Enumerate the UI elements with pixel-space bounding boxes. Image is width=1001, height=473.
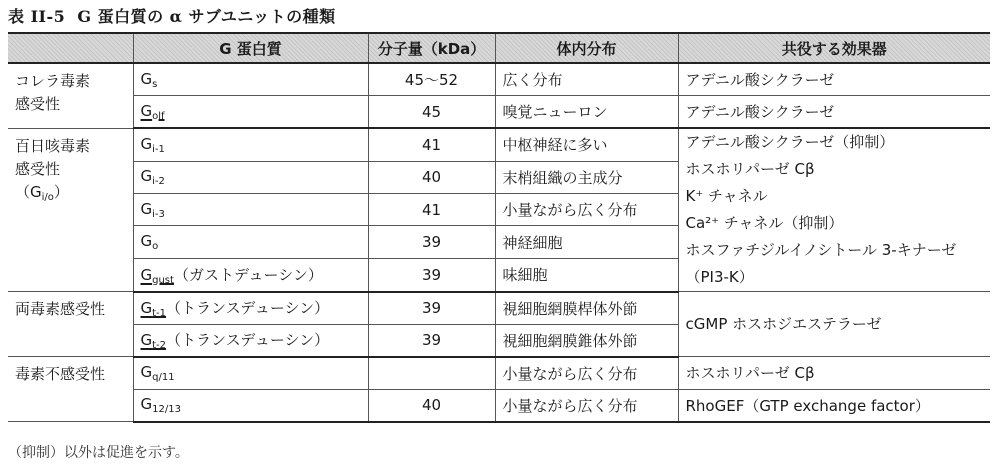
table-row (8, 96, 990, 129)
molecular-weight: 45〜52 (368, 63, 495, 96)
distribution: 視細胞網膜錐体外節 (495, 324, 678, 357)
table-caption: G 蛋白質の α サブユニットの種類 (77, 7, 336, 26)
distribution: 視細胞網膜桿体外節 (495, 292, 678, 325)
molecular-weight: 39 (368, 324, 495, 357)
effector-list-both-toxins: cGMP ホスホジエステラーゼ (678, 292, 990, 357)
table-row (8, 389, 990, 422)
effector: アデニル酸シクラーゼ (678, 63, 990, 96)
group-label-insensitive: 毒素不感受性 (8, 357, 133, 422)
molecular-weight: 39 (368, 226, 495, 258)
header-distribution: 体内分布 (495, 33, 678, 63)
header-row (8, 33, 990, 63)
g-protein-name: $G_{i-1}$ (133, 128, 368, 161)
molecular-weight: 45 (368, 96, 495, 129)
effector: ホスホリパーゼ Cβ (678, 357, 990, 390)
g-protein-name: $G_{olf}$ (133, 96, 368, 129)
distribution: 神経細胞 (495, 226, 678, 258)
molecular-weight (368, 357, 495, 390)
effector-list-pertussis: アデニル酸シクラーゼ（抑制） ホスホリパーゼ Cβ K⁺ チャネル Ca²⁺ チャネル（抑制） ホスファチジルイノシトール 3-キナーゼ （PI3-K） (678, 128, 990, 292)
g-protein-name: $G_o$ (133, 226, 368, 258)
distribution: 小量ながら広く分布 (495, 389, 678, 422)
distribution: 小量ながら広く分布 (495, 357, 678, 390)
table-row (8, 63, 990, 96)
g-protein-name: $G_{12/13}$ (133, 389, 368, 422)
group-label-pertussis: 百日咳毒素 感受性 $(G_{i/o})$ (8, 128, 133, 292)
g-protein-name: $G_{i-3}$ (133, 193, 368, 225)
g-protein-name: $G_s$ (133, 63, 368, 96)
g-protein-name: $G_{gust}$（ガストデューシン） (133, 258, 368, 291)
distribution: 味細胞 (495, 258, 678, 291)
molecular-weight: 40 (368, 389, 495, 422)
effector: RhoGEF（GTP exchange factor） (678, 389, 990, 422)
distribution: 小量ながら広く分布 (495, 193, 678, 225)
header-molecular-weight: 分子量（kDa） (368, 33, 495, 63)
effector: アデニル酸シクラーゼ (678, 96, 990, 129)
table-row (8, 357, 990, 390)
table-number: 表 II-5 (8, 7, 66, 26)
footnote: （抑制）以外は促進を示す。 (8, 445, 189, 461)
header-effector: 共役する効果器 (678, 33, 990, 63)
g-protein-name: $G_{t-2}$（トランスデューシン） (133, 324, 368, 357)
group-label-both-toxins: 両毒素感受性 (8, 292, 133, 357)
distribution: 末梢組織の主成分 (495, 161, 678, 193)
g-protein-name: $G_{t-1}$（トランスデューシン） (133, 292, 368, 325)
header-group (8, 33, 133, 63)
table-row (8, 128, 990, 161)
distribution: 広く分布 (495, 63, 678, 96)
header-g-protein: G 蛋白質 (133, 33, 368, 63)
table-title (8, 4, 336, 28)
molecular-weight: 41 (368, 128, 495, 161)
g-protein-name: $G_{q/11}$ (133, 357, 368, 390)
molecular-weight: 39 (368, 258, 495, 291)
molecular-weight: 41 (368, 193, 495, 225)
table-row (8, 292, 990, 325)
g-protein-name: $G_{i-2}$ (133, 161, 368, 193)
distribution: 中枢神経に多い (495, 128, 678, 161)
group-label-cholera: コレラ毒素 感受性 (8, 63, 133, 128)
distribution: 嗅覚ニューロン (495, 96, 678, 129)
molecular-weight: 40 (368, 161, 495, 193)
molecular-weight: 39 (368, 292, 495, 325)
g-protein-table (8, 32, 990, 423)
